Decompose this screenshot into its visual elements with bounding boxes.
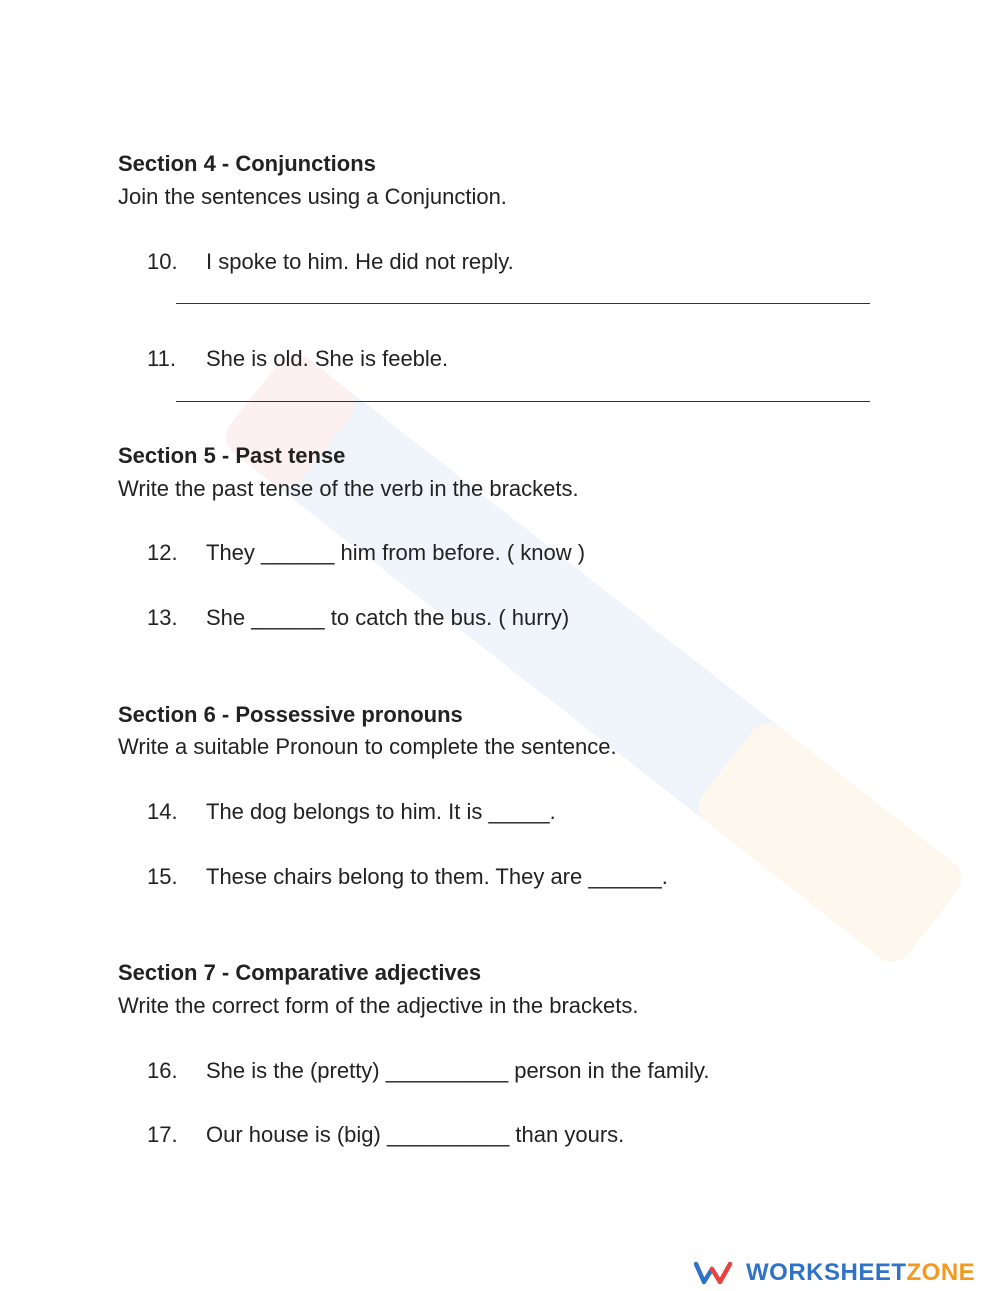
section-7-instruction: Write the correct form of the adjective in the brackets. xyxy=(118,993,639,1018)
question-number: 14. xyxy=(147,799,178,824)
logo-text xyxy=(746,1259,975,1287)
answer-line[interactable] xyxy=(176,303,870,304)
question-text: She is the (pretty) __________ person in the family. xyxy=(206,1058,710,1083)
section-5-instruction: Write the past tense of the verb in the brackets. xyxy=(118,476,579,501)
logo-text-zone: ZONE xyxy=(906,1259,976,1286)
question-number: 10. xyxy=(147,249,178,274)
section-4-instruction: Join the sentences using a Conjunction. xyxy=(118,184,507,209)
section-6-instruction: Write a suitable Pronoun to complete the sentence. xyxy=(118,734,617,759)
section-5-heading: Section 5 - Past tense xyxy=(118,443,346,468)
question-text: They ______ him from before. ( know ) xyxy=(206,540,586,565)
question-text: She is old. She is feeble. xyxy=(206,346,449,371)
question-text: The dog belongs to him. It is _____. xyxy=(206,799,556,824)
question-number: 12. xyxy=(147,540,178,565)
question-number: 17. xyxy=(147,1122,178,1147)
section-6-heading: Section 6 - Possessive pronouns xyxy=(118,702,463,727)
answer-line[interactable] xyxy=(176,401,870,402)
question-text: These chairs belong to them. They are ______. xyxy=(206,864,668,889)
question-text: Our house is (big) __________ than yours. xyxy=(206,1122,625,1147)
question-number: 16. xyxy=(147,1058,178,1083)
question-number: 13. xyxy=(147,605,178,630)
question-number: 15. xyxy=(147,864,178,889)
section-7-heading: Section 7 - Comparative adjectives xyxy=(118,960,482,985)
worksheetzone-w-icon xyxy=(694,1261,734,1285)
worksheetzone-logo[interactable] xyxy=(694,1256,975,1290)
question-text: She ______ to catch the bus. ( hurry) xyxy=(206,605,570,630)
logo-text-worksheet: WORKSHEET xyxy=(746,1259,907,1286)
section-4-heading: Section 4 - Conjunctions xyxy=(118,151,376,176)
question-number: 11. xyxy=(147,346,176,371)
question-text: I spoke to him. He did not reply. xyxy=(206,249,514,274)
